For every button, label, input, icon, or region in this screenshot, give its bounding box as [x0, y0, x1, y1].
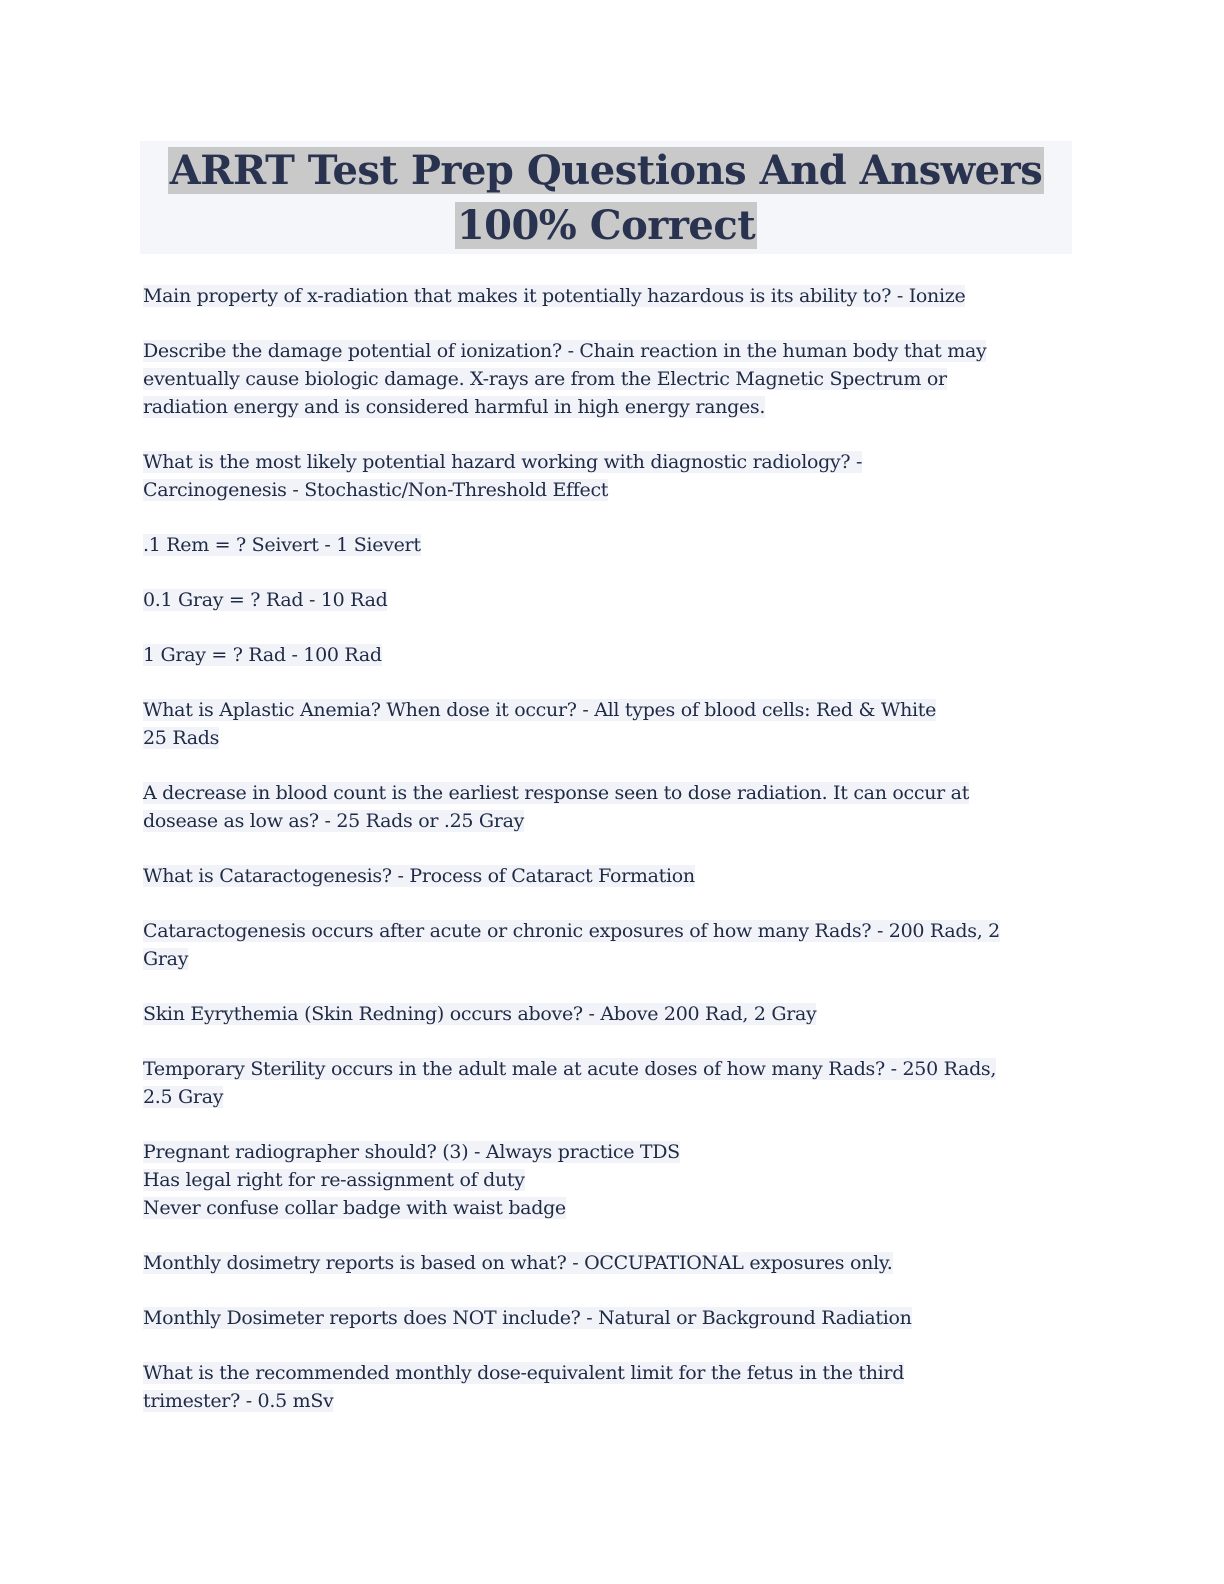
title-line-1: ARRT Test Prep Questions And Answers — [169, 147, 1043, 194]
qa-item — [143, 282, 1072, 310]
qa-line-row — [143, 282, 1072, 310]
qa-line: Carcinogenesis - Stochastic/Non-Threshold Effect — [143, 479, 609, 501]
qa-line: Has legal right for re-assignment of duty — [143, 1169, 525, 1191]
qa-line: Pregnant radiographer should? (3) - Always practice TDS — [143, 1141, 680, 1163]
qa-line-row — [143, 807, 1072, 835]
qa-line: eventually cause biologic damage. X-rays are from the Electric Magnetic Spectrum or — [143, 368, 947, 390]
qa-line: Temporary Sterility occurs in the adult male at acute doses of how many Rads? - 250 Rads, — [143, 1058, 997, 1080]
qa-line-row — [143, 945, 1072, 973]
qa-line: 1 Gray = ? Rad - 100 Rad — [143, 644, 382, 666]
qa-line-row — [143, 917, 1072, 945]
page-title — [140, 143, 1072, 253]
qa-line: Never confuse collar badge with waist badge — [143, 1197, 566, 1219]
qa-line: A decrease in blood count is the earliest response seen to dose radiation. It can occur at — [143, 782, 970, 804]
qa-line: What is Cataractogenesis? - Process of Cataract Formation — [143, 865, 695, 887]
qa-line: radiation energy and is considered harmful in high energy ranges. — [143, 396, 766, 418]
title-line-2: 100% Correct — [456, 202, 756, 249]
qa-line-row — [143, 1083, 1072, 1111]
qa-item — [143, 1138, 1072, 1222]
qa-line: What is Aplastic Anemia? When dose it occur? - All types of blood cells: Red & White — [143, 699, 937, 721]
qa-line-row — [143, 696, 1072, 724]
qa-line-row — [143, 1387, 1072, 1415]
qa-line-row — [143, 1249, 1072, 1277]
qa-line: dosease as low as? - 25 Rads or .25 Gray — [143, 810, 525, 832]
qa-line: Describe the damage potential of ionization? - Chain reaction in the human body that may — [143, 340, 987, 362]
qa-item — [143, 1359, 1072, 1415]
qa-line-row — [143, 448, 1072, 476]
qa-line: 2.5 Gray — [143, 1086, 224, 1108]
qa-item — [143, 448, 1072, 504]
document-page — [140, 141, 1072, 1442]
qa-line-row — [143, 1000, 1072, 1028]
qa-line: trimester? - 0.5 mSv — [143, 1390, 334, 1412]
qa-line-row — [143, 1359, 1072, 1387]
qa-line-row — [143, 641, 1072, 669]
qa-line-row — [143, 862, 1072, 890]
qa-line-row — [143, 779, 1072, 807]
qa-item — [143, 779, 1072, 835]
qa-line-row — [143, 1194, 1072, 1222]
qa-line-row — [143, 1166, 1072, 1194]
qa-line: Monthly Dosimeter reports does NOT include? - Natural or Background Radiation — [143, 1307, 912, 1329]
qa-line-row — [143, 586, 1072, 614]
qa-line-row — [143, 393, 1072, 421]
qa-line: .1 Rem = ? Seivert - 1 Sievert — [143, 534, 421, 556]
qa-line: 0.1 Gray = ? Rad - 10 Rad — [143, 589, 388, 611]
qa-item — [143, 1249, 1072, 1277]
qa-item — [143, 862, 1072, 890]
qa-item — [143, 531, 1072, 559]
qa-line-row — [143, 724, 1072, 752]
qa-line-row — [143, 1055, 1072, 1083]
qa-line-row — [143, 337, 1072, 365]
qa-item — [143, 1304, 1072, 1332]
qa-item — [143, 337, 1072, 421]
title-box — [140, 141, 1072, 254]
qa-line: Gray — [143, 948, 189, 970]
qa-line: Cataractogenesis occurs after acute or chronic exposures of how many Rads? - 200 Rads, 2 — [143, 920, 1000, 942]
qa-line-row — [143, 365, 1072, 393]
qa-item — [143, 641, 1072, 669]
qa-item — [143, 696, 1072, 752]
qa-item — [143, 1000, 1072, 1028]
qa-line: 25 Rads — [143, 727, 220, 749]
qa-item — [143, 917, 1072, 973]
qa-line-row — [143, 1304, 1072, 1332]
qa-list — [140, 282, 1072, 1415]
qa-line: Main property of x-radiation that makes it potentially hazardous is its ability to? - Ionize — [143, 285, 966, 307]
qa-line: Skin Eyrythemia (Skin Redning) occurs above? - Above 200 Rad, 2 Gray — [143, 1003, 817, 1025]
qa-line-row — [143, 476, 1072, 504]
qa-line: Monthly dosimetry reports is based on what? - OCCUPATIONAL exposures only. — [143, 1252, 893, 1274]
qa-item — [143, 586, 1072, 614]
qa-line-row — [143, 531, 1072, 559]
qa-line-row — [143, 1138, 1072, 1166]
qa-line: What is the recommended monthly dose-equivalent limit for the fetus in the third — [143, 1362, 905, 1384]
qa-line: What is the most likely potential hazard working with diagnostic radiology? - — [143, 451, 863, 473]
qa-item — [143, 1055, 1072, 1111]
